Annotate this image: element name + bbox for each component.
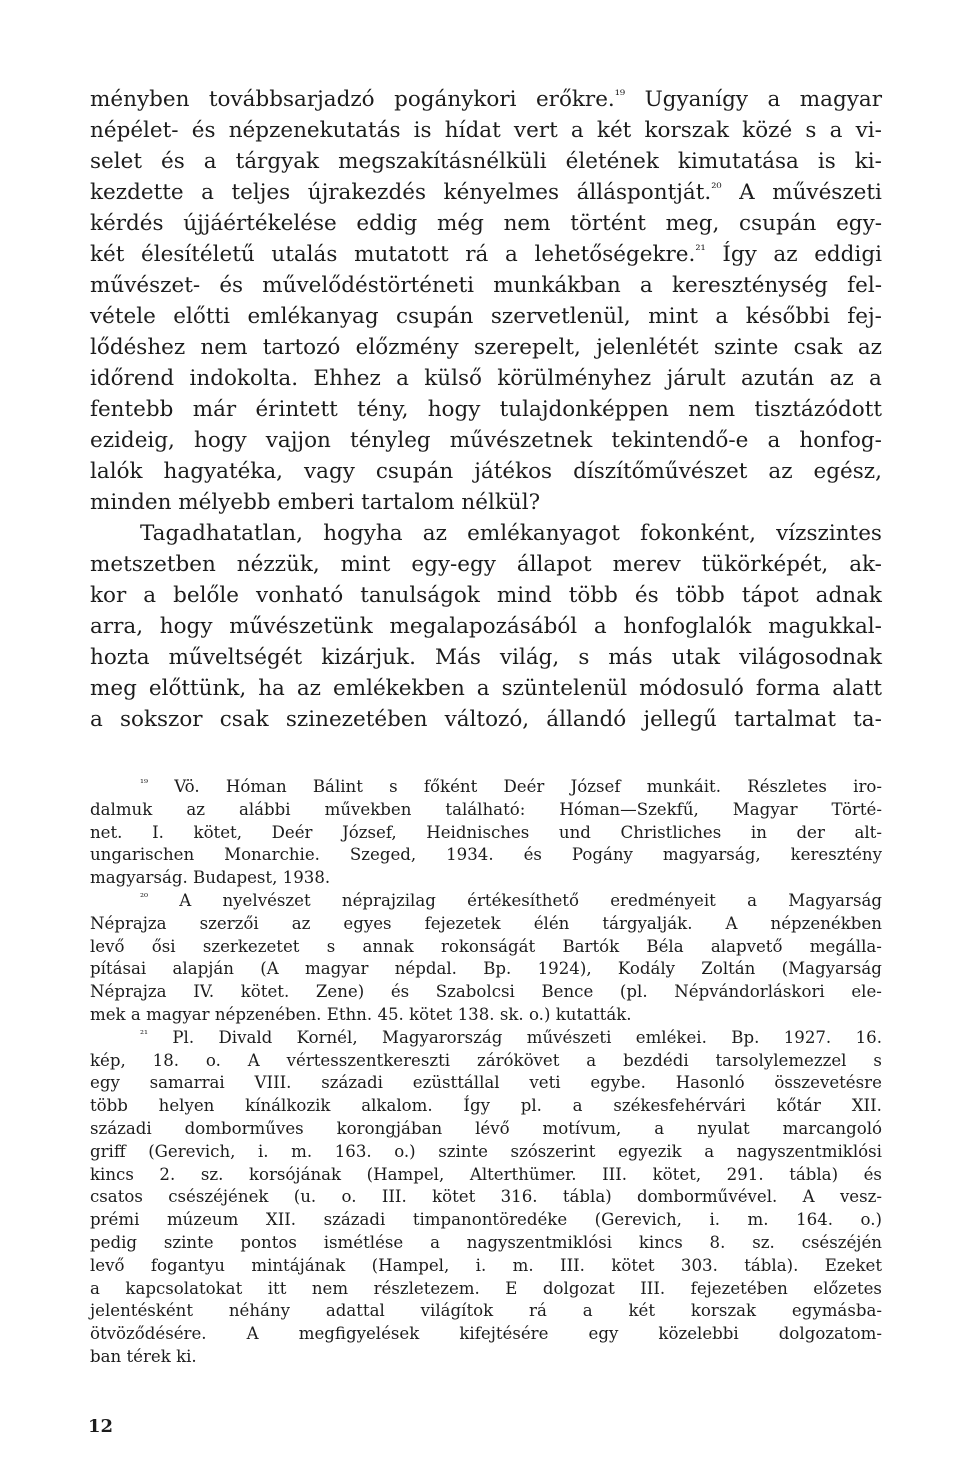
footnotes (90, 776, 882, 1369)
text-line: hozta műveltségét kizárjuk. Más világ, s más utak világosodnak (90, 645, 882, 670)
text-line: kezdette a teljes újrakezdés kényelmes álláspontját.$^{^{20}}$ A művészeti (90, 180, 882, 205)
footnote-line: pedig szinte pontos ismétlése a nagyszentmiklósi kincs 8. sz. csészéjén (90, 1232, 882, 1252)
text-line: ezideig, hogy vajjon tényleg művészetnek tekintendő-e a honfog- (90, 428, 882, 453)
text-line: minden mélyebb emberi tartalom nélkül? (90, 490, 541, 515)
footnote-line: ötvöződésére. A megfigyelések kifejtésére egy közelebbi dolgozatom- (90, 1324, 882, 1344)
text-line: Tagadhatatlan, hogyha az emlékanyagot fokonként, vízszintes (140, 521, 882, 546)
text-line: a sokszor csak szinezetében változó, állandó jellegű tartalmat ta- (90, 707, 882, 732)
text-line: kor a belőle vonható tanulságok mind több és több tápot adnak (90, 583, 882, 608)
text-line: metszetben nézzük, mint egy-egy állapot merev tükörképét, ak- (90, 552, 882, 577)
footnote-line: mek a magyar népzenében. Ethn. 45. kötet 138. sk. o.) kutatták. (90, 1004, 632, 1024)
text-line: művészet- és művelődéstörténeti munkákban a kereszténység fel- (90, 273, 882, 298)
footnote-line: $^{^{19}}$ Vö. Hóman Bálint s főként Deér József munkáit. Részletes iro- (140, 777, 882, 796)
text-line: meg előttünk, ha az emlékekben a szüntelenül módosuló forma alatt (90, 676, 882, 701)
footnote-line: levő fogantyu mintájának (Hampel, i. m. III. kötet 303. tábla). Ezeket (90, 1255, 882, 1275)
footnote-line: levő ősi szerkezetet s annak rokonságát Bartók Béla alapvető megálla- (90, 936, 882, 956)
text-line: selet és a tárgyak megszakításnélküli életének kimutatása is ki- (90, 149, 882, 174)
footnote-line: kép, 18. o. A vértesszentkereszti zárókövet a bezdédi tarsolylemezzel s (90, 1050, 882, 1070)
text-line: lalók hagyatéka, vagy csupán játékos díszítőművészet az egész, (90, 459, 882, 484)
footnote-line: a kapcsolatokat itt nem részletezem. E dolgozat III. fejezetében előzetes (90, 1278, 882, 1298)
text-line: népélet- és népzenekutatás is hídat vert a két korszak közé s a vi- (90, 118, 882, 143)
text-line: kérdés újjáértékelése eddig még nem történt meg, csupán egy- (90, 211, 882, 236)
text-line: fentebb már érintett tény, hogy tulajdonképpen nem tisztázódott (90, 397, 882, 422)
footnote-line: ban térek ki. (90, 1346, 197, 1366)
footnote-line: griff (Gerevich, i. m. 163. o.) szinte szószerint egyezik a nagyszentmiklósi (90, 1141, 882, 1161)
footnote-line: Néprajza IV. kötet. Zene) és Szabolcsi Bence (pl. Népvándorláskori ele- (90, 982, 882, 1002)
footnote-line: $^{^{20}}$ A nyelvészet néprajzilag értékesíthető eredményeit a Magyarság (140, 890, 882, 910)
text-line: arra, hogy művészetünk megalapozásából a honfoglalók magukkal- (90, 614, 882, 639)
footnote-line: ungarischen Monarchie. Szeged, 1934. és Pogány magyarság, keresztény (90, 845, 882, 865)
footnote-line: egy samarrai VIII. századi ezüsttállal veti egybe. Hasonló összevetésre (90, 1073, 882, 1093)
footnote-line: századi domborműves korongjában lévő motívum, a nyulat marcangoló (90, 1118, 882, 1138)
text-line: két élesítéletű utalás mutatott rá a lehetőségekre.$^{^{21}}$ Így az eddigi (90, 242, 882, 267)
footnote-line: több helyen kínálkozik alkalom. Így pl. a székesfehérvári kőtár XII. (90, 1096, 882, 1116)
text-line: időrend indokolta. Ehhez a külső körülményhez járult azután az a (90, 366, 882, 391)
text-line: ményben továbbsarjadzó pogánykori erőkre.$^{^{19}}$ Ugyanígy a magyar (90, 87, 882, 112)
footnote-line: kincs 2. sz. korsójának (Hampel, Alterthümer. III. kötet, 291. tábla) és (90, 1164, 882, 1184)
footnote-line: jelentésként néhány adattal világítok rá a két korszak egymásba- (90, 1301, 882, 1321)
footnote-line: net. I. kötet, Deér József, Heidnisches und Christliches in der alt- (90, 822, 882, 842)
footnote-line: prémi múzeum XII. századi timpanontöredéke (Gerevich, i. m. 164. o.) (90, 1210, 882, 1230)
footnote-line: Néprajza szerzői az egyes fejezetek élén tárgyalják. A népzenékben (90, 913, 882, 933)
page-number: 12 (88, 1416, 114, 1437)
main-text (90, 84, 882, 735)
footnote-line: $^{^{21}}$ Pl. Divald Kornél, Magyarország művészeti emlékei. Bp. 1927. 16. (140, 1027, 882, 1047)
text-line: vétele előtti emlékanyag csupán szervetlenül, mint a későbbi fej- (90, 304, 882, 329)
footnote-line: pításai alapján (A magyar népdal. Bp. 1924), Kodály Zoltán (Magyarság (90, 959, 882, 979)
text-line: lődéshez nem tartozó előzmény szerepelt, jelenlétét szinte csak az (90, 335, 882, 360)
footnote-line: dalmuk az alábbi művekben található: Hóman—Szekfű, Magyar Törté- (90, 799, 882, 819)
footnote-line: magyarság. Budapest, 1938. (90, 868, 331, 888)
footnote-line: csatos csészéjének (u. o. III. kötet 316. tábla) domborművével. A vesz- (90, 1187, 882, 1207)
